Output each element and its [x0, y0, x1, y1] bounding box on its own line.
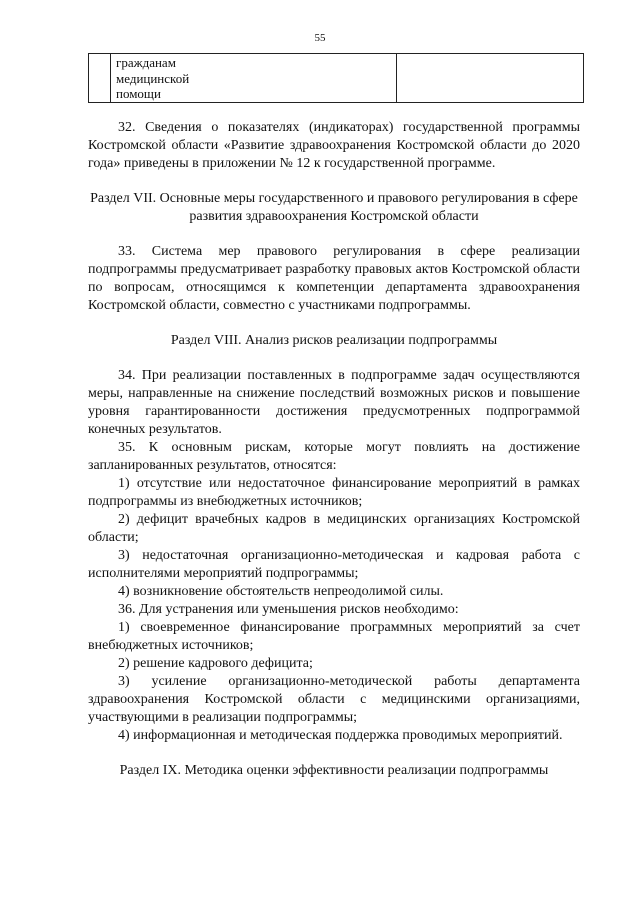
table-cell-number: [89, 54, 111, 102]
risk-item: 4) возникновение обстоятельств непреодолимой силы.: [118, 584, 444, 599]
section-heading-8: Раздел VIII. Анализ рисков реализации подпрограммы: [170, 333, 498, 348]
section-heading-7: Раздел VII. Основные меры государственного и правового регулирования в сфере развития здравоохранения Костромской области: [90, 191, 578, 224]
risk-item: 1) отсутствие или недостаточное финансирование мероприятий в рамках подпрограммы из внебюджетных источников;: [88, 476, 580, 509]
table-cell-line: гражданам: [116, 55, 176, 70]
table-cell-line: помощи: [116, 86, 161, 101]
document-body: [88, 119, 580, 780]
risk-item: 3) недостаточная организационно-методическая и кадровая работа с исполнителями мероприятий подпрограммы;: [88, 548, 580, 581]
paragraph-32: 32. Сведения о показателях (индикаторах) государственной программы Костромской области «Развитие здравоохранения Костромской области до 2020 года» приведены в приложении № 12 к государственной программе.: [88, 120, 580, 171]
measure-item: 2) решение кадрового дефицита;: [118, 656, 313, 671]
measure-item: 3) усиление организационно-методической работы департамента здравоохранения Костромской области с медицинскими организациями, участвующими в реализации подпрограммы;: [88, 674, 580, 725]
paragraph-36: 36. Для устранения или уменьшения рисков необходимо:: [118, 602, 459, 617]
risk-item: 2) дефицит врачебных кадров в медицинских организациях Костромской области;: [88, 512, 580, 545]
page-number: 55: [314, 32, 326, 44]
paragraph-35: 35. К основным рискам, которые могут повлиять на достижение запланированных результатов, относятся:: [88, 440, 580, 473]
measure-item: 4) информационная и методическая поддержка проводимых мероприятий.: [118, 728, 563, 743]
paragraph-33: 33. Система мер правового регулирования в сфере реализации подпрограммы предусматривает разработку правовых актов Костромской области по вопросам, относящимся к компетенции департамента здравоохранения Костромской области, совместно с участниками подпрограммы.: [88, 244, 580, 313]
table-fragment: [88, 53, 584, 103]
table-cell-text: [116, 55, 189, 102]
section-heading-9: Раздел IX. Методика оценки эффективности реализации подпрограммы: [119, 763, 549, 778]
measure-item: 1) своевременное финансирование программных мероприятий за счет внебюджетных источников;: [88, 620, 580, 653]
paragraph-34: 34. При реализации поставленных в подпрограмме задач осуществляются меры, направленные на снижение последствий возможных рисков и повышение уровня гарантированности достижения предусмотренных подпрограммой конечных результатов.: [88, 368, 580, 437]
table-cell-line: медицинской: [116, 70, 190, 86]
